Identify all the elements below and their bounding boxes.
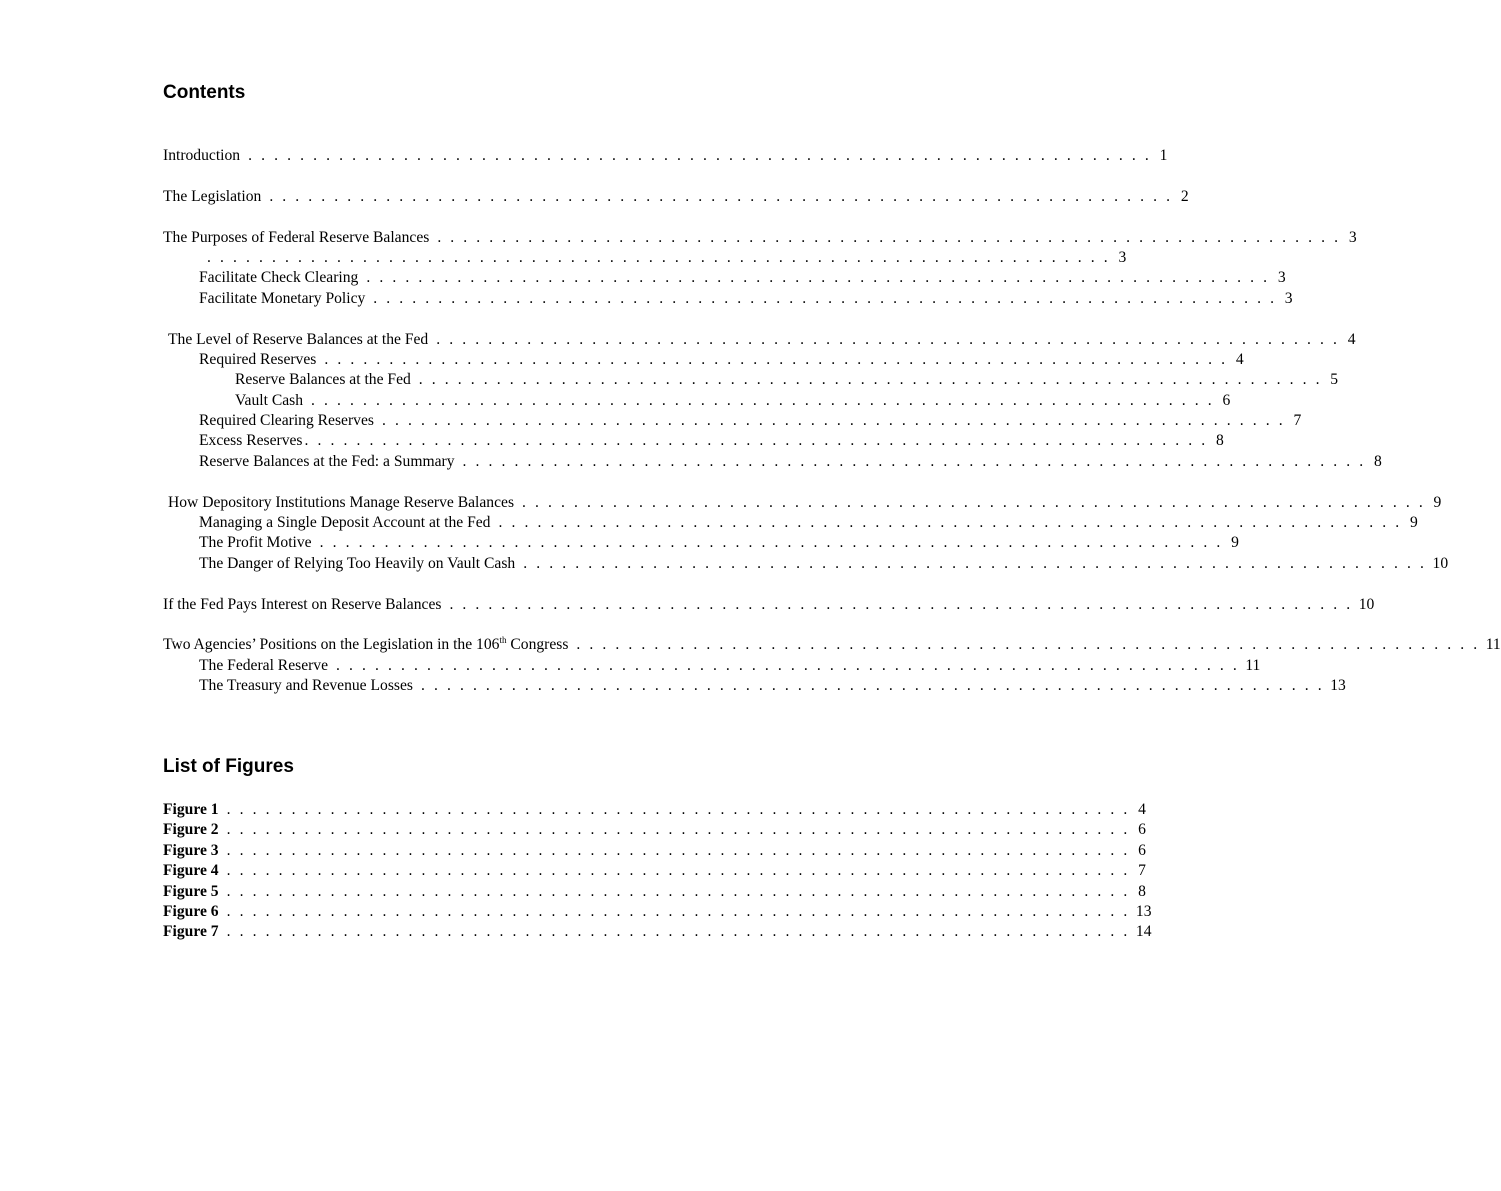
figure-entry-2[interactable] [163, 820, 1146, 840]
dot-leader: . . . . . . . . . . . . . . . . . . . . . . . . . . . . . . . . . . . . . . . . . . . . . . . . . . . . . . . . . . . . . . . . . . . . . . [226, 841, 1130, 859]
toc-entry-introduction[interactable] [163, 146, 1168, 166]
toc-entry-title: The Treasury and Revenue Losses [199, 677, 413, 695]
figure-entry-6[interactable] [163, 902, 1152, 922]
dot-leader: . . . . . . . . . . . . . . . . . . . . . . . . . . . . . . . . . . . . . . . . . . . . . . . . . . . . . . . . . . . . . . . . . . . . . . [462, 452, 1366, 470]
toc-entry-legislation[interactable] [163, 187, 1189, 207]
toc-entry-page: 10 [1432, 554, 1449, 572]
toc-entry-page: 7 [1293, 412, 1302, 430]
toc-entry-title [163, 635, 568, 655]
figures-list [163, 800, 1152, 943]
dot-leader: . . . . . . . . . . . . . . . . . . . . . . . . . . . . . . . . . . . . . . . . . . . . . . . . . . . . . . . . . . . . . . . . . . . . . . [226, 923, 1130, 941]
toc-entry-page: 11 [1245, 656, 1261, 674]
toc-entry-title: Facilitate Check Clearing [199, 269, 359, 287]
toc-entry-title: Reserve Balances at the Fed [235, 371, 411, 389]
toc-entry-federal-reserve[interactable] [163, 656, 1261, 676]
dot-leader: . . . . . . . . . . . . . . . . . . . . . . . . . . . . . . . . . . . . . . . . . . . . . . . . . . . . . . . . . . . . . . . . . . . . . . [319, 534, 1223, 552]
dot-leader: . . . . . . . . . . . . . . . . . . . . . . . . . . . . . . . . . . . . . . . . . . . . . . . . . . . . . . . . . . . . . . . . . . . . . . [226, 902, 1130, 920]
dot-leader: . . . . . . . . . . . . . . . . . . . . . . . . . . . . . . . . . . . . . . . . . . . . . . . . . . . . . . . . . . . . . . . . . . . . . . [311, 391, 1215, 409]
dot-leader: . . . . . . . . . . . . . . . . . . . . . . . . . . . . . . . . . . . . . . . . . . . . . . . . . . . . . . . . . . . . . . . . . . . . . . [226, 801, 1130, 818]
dot-leader: . . . . . . . . . . . . . . . . . . . . . . . . . . . . . . . . . . . . . . . . . . . . . . . . . . . . . . . . . . . . . . . . . . . . . . [366, 269, 1270, 287]
toc-entry-page: 1 [1159, 147, 1168, 164]
figure-entry-title: Figure 1 [163, 801, 219, 818]
dot-leader: . . . . . . . . . . . . . . . . . . . . . . . . . . . . . . . . . . . . . . . . . . . . . . . . . . . . . . . . . . . . . . . . . . . . . . [207, 248, 1111, 266]
figure-entry-page: 13 [1135, 902, 1152, 920]
dot-leader: . . . . . . . . . . . . . . . . . . . . . . . . . . . . . . . . . . . . . . . . . . . . . . . . . . . . . . . . . . . . . . . . . . . . . . [248, 147, 1152, 164]
toc-entry-title: The Federal Reserve [199, 656, 329, 674]
dot-leader: . . . . . . . . . . . . . . . . . . . . . . . . . . . . . . . . . . . . . . . . . . . . . . . . . . . . . . . . . . . . . . . . . . . . . . [381, 412, 1286, 430]
toc-entry-page: 8 [1216, 432, 1224, 450]
dot-leader: . . . . . . . . . . . . . . . . . . . . . . . . . . . . . . . . . . . . . . . . . . . . . . . . . . . . . . . . . . . . . . . . . . . . . . [269, 187, 1173, 205]
dot-leader: . . . . . . . . . . . . . . . . . . . . . . . . . . . . . . . . . . . . . . . . . . . . . . . . . . . . . . . . . . . . . . . . . . . . . . [304, 432, 1208, 450]
toc-entry-page: 11 [1485, 636, 1501, 654]
toc-entry-title: Facilitate Monetary Policy [199, 289, 366, 307]
toc-entry-page: 3 [1348, 228, 1357, 246]
dot-leader: . . . . . . . . . . . . . . . . . . . . . . . . . . . . . . . . . . . . . . . . . . . . . . . . . . . . . . . . . . . . . . . . . . . . . . [436, 330, 1340, 348]
dot-leader: . . . . . . . . . . . . . . . . . . . . . . . . . . . . . . . . . . . . . . . . . . . . . . . . . . . . . . . . . . . . . . . . . . . . . . [373, 289, 1277, 307]
contents-heading: Contents [163, 82, 246, 103]
toc-entry-title-text: Two Agencies’ Positions on the Legislation in the 106 [163, 636, 500, 654]
dot-leader: . . . . . . . . . . . . . . . . . . . . . . . . . . . . . . . . . . . . . . . . . . . . . . . . . . . . . . . . . . . . . . . . . . . . . . [437, 228, 1341, 246]
toc-entry-title: Required Reserves [199, 350, 317, 368]
toc-entry-page: 3 [1277, 269, 1286, 287]
toc-entry-title: Managing a Single Deposit Account at the Fed [199, 514, 491, 532]
toc-entry-profit-motive[interactable] [163, 533, 1239, 553]
figure-entry-5[interactable] [163, 882, 1146, 902]
dot-leader: . . . . . . . . . . . . . . . . . . . . . . . . . . . . . . . . . . . . . . . . . . . . . . . . . . . . . . . . . . . . . . . . . . . . . . [226, 821, 1130, 839]
toc-entry-title-text: Congress [506, 636, 569, 654]
figure-entry-title: Figure 2 [163, 821, 219, 839]
toc-entry-reserve-balances[interactable] [163, 370, 1339, 390]
dot-leader: . . . . . . . . . . . . . . . . . . . . . . . . . . . . . . . . . . . . . . . . . . . . . . . . . . . . . . . . . . . . . . . . . . . . . . [498, 514, 1402, 532]
figure-entry-page: 7 [1138, 862, 1146, 880]
toc-entry-excess-reserves[interactable] [163, 431, 1224, 451]
toc-entry-title: The Purposes of Federal Reserve Balances [163, 228, 430, 246]
dot-leader: . . . . . . . . . . . . . . . . . . . . . . . . . . . . . . . . . . . . . . . . . . . . . . . . . . . . . . . . . . . . . . . . . . . . . . [226, 862, 1130, 880]
figure-entry-title: Figure 3 [163, 841, 219, 859]
figure-entry-4[interactable] [163, 861, 1146, 881]
toc-entry-clearing-reserves[interactable] [163, 411, 1302, 431]
toc-entry-page: 3 [1118, 248, 1127, 266]
toc-entry-monetary-policy[interactable] [163, 289, 1293, 309]
toc-entry-blank[interactable] [163, 248, 1127, 268]
toc-entry-summary[interactable] [163, 452, 1382, 472]
toc-entry-treasury[interactable] [163, 676, 1346, 696]
toc-entry-page: 6 [1222, 391, 1231, 409]
toc-entry-title: Reserve Balances at the Fed: a Summary [199, 452, 455, 470]
toc-entry-title: Required Clearing Reserves [199, 412, 374, 430]
toc-entry-page: 9 [1433, 493, 1442, 511]
figure-entry-1[interactable] [163, 800, 1146, 820]
toc-entry-title: The Danger of Relying Too Heavily on Vault Cash [199, 554, 516, 572]
figure-entry-page: 6 [1138, 841, 1146, 859]
toc-entry-purposes[interactable] [163, 228, 1357, 248]
toc-entry-manage-reserves[interactable] [163, 493, 1442, 513]
dot-leader: . . . . . . . . . . . . . . . . . . . . . . . . . . . . . . . . . . . . . . . . . . . . . . . . . . . . . . . . . . . . . . . . . . . . . . [576, 636, 1480, 654]
figure-entry-title: Figure 6 [163, 902, 219, 920]
toc-entry-check-clearing[interactable] [163, 268, 1286, 288]
toc-entry-single-account[interactable] [163, 513, 1418, 533]
toc-entry-vault-cash[interactable] [163, 391, 1231, 411]
toc-entry-page: 8 [1374, 452, 1382, 470]
dot-leader: . . . . . . . . . . . . . . . . . . . . . . . . . . . . . . . . . . . . . . . . . . . . . . . . . . . . . . . . . . . . . . . . . . . . . . [418, 371, 1323, 389]
toc-entry-title: The Legislation [163, 187, 262, 205]
toc-entry-page: 2 [1180, 187, 1189, 205]
dot-leader: . . . . . . . . . . . . . . . . . . . . . . . . . . . . . . . . . . . . . . . . . . . . . . . . . . . . . . . . . . . . . . . . . . . . . . [523, 554, 1427, 572]
toc-entry-page: 9 [1231, 534, 1239, 552]
figure-entry-7[interactable] [163, 922, 1152, 942]
figure-entry-page: 4 [1138, 801, 1146, 818]
toc-entry-level-of-reserves[interactable] [163, 330, 1356, 350]
toc-entry-fed-pays-interest[interactable] [163, 595, 1375, 615]
ordinal-suffix: th [499, 635, 507, 646]
toc-entry-title: If the Fed Pays Interest on Reserve Balances [163, 595, 442, 613]
toc-entry-page: 9 [1409, 514, 1418, 532]
toc-entry-title: The Profit Motive [199, 534, 312, 552]
toc-entry-page: 13 [1330, 677, 1346, 695]
list-of-figures-heading: List of Figures [163, 756, 294, 777]
contents-list [163, 146, 1501, 697]
dot-leader: . . . . . . . . . . . . . . . . . . . . . . . . . . . . . . . . . . . . . . . . . . . . . . . . . . . . . . . . . . . . . . . . . . . . . . [226, 882, 1130, 900]
toc-entry-page: 4 [1235, 350, 1244, 368]
toc-entry-title: Excess Reserves [199, 432, 303, 450]
toc-entry-two-agencies[interactable] [163, 635, 1501, 655]
toc-entry-page: 5 [1330, 371, 1339, 389]
toc-entry-title: Introduction [163, 147, 241, 164]
dot-leader: . . . . . . . . . . . . . . . . . . . . . . . . . . . . . . . . . . . . . . . . . . . . . . . . . . . . . . . . . . . . . . . . . . . . . . [449, 595, 1353, 613]
figure-entry-title: Figure 5 [163, 882, 219, 900]
figure-entry-page: 6 [1138, 821, 1146, 839]
toc-entry-title: How Depository Institutions Manage Reserve Balances [168, 493, 515, 511]
figure-entry-3[interactable] [163, 841, 1146, 861]
dot-leader: . . . . . . . . . . . . . . . . . . . . . . . . . . . . . . . . . . . . . . . . . . . . . . . . . . . . . . . . . . . . . . . . . . . . . . [324, 350, 1228, 368]
dot-leader: . . . . . . . . . . . . . . . . . . . . . . . . . . . . . . . . . . . . . . . . . . . . . . . . . . . . . . . . . . . . . . . . . . . . . . [420, 677, 1325, 695]
toc-entry-page: 3 [1284, 289, 1293, 307]
figure-entry-title: Figure 4 [163, 862, 219, 880]
toc-entry-title: Vault Cash [235, 391, 304, 409]
toc-entry-page: 4 [1347, 330, 1356, 348]
toc-entry-vault-cash-danger[interactable] [163, 554, 1449, 574]
figure-entry-page: 14 [1135, 923, 1152, 941]
figure-entry-page: 8 [1138, 882, 1146, 900]
figure-entry-title: Figure 7 [163, 923, 219, 941]
toc-entry-required-reserves[interactable] [163, 350, 1244, 370]
dot-leader: . . . . . . . . . . . . . . . . . . . . . . . . . . . . . . . . . . . . . . . . . . . . . . . . . . . . . . . . . . . . . . . . . . . . . . [522, 493, 1426, 511]
toc-entry-page: 10 [1358, 595, 1375, 613]
toc-entry-title: The Level of Reserve Balances at the Fed [168, 330, 429, 348]
dot-leader: . . . . . . . . . . . . . . . . . . . . . . . . . . . . . . . . . . . . . . . . . . . . . . . . . . . . . . . . . . . . . . . . . . . . . . [336, 656, 1240, 674]
